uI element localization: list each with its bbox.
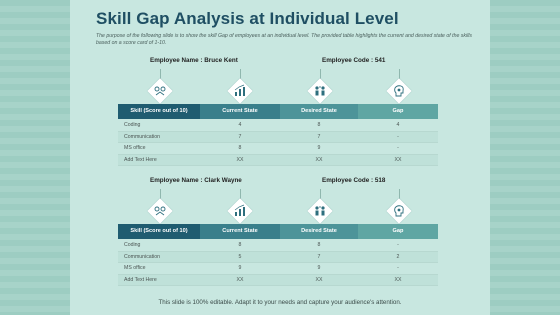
team-goal-icon xyxy=(309,200,331,222)
cell-gap: - xyxy=(397,242,399,248)
cell-current: XX xyxy=(236,156,244,163)
cell-skill: Communication xyxy=(124,253,161,260)
table-row xyxy=(118,252,438,264)
cell-desired: 9 xyxy=(317,145,321,151)
table-row xyxy=(118,263,438,275)
header-desired-state: Desired State xyxy=(280,104,358,119)
table-row xyxy=(118,132,438,144)
bar-chart-icon xyxy=(229,80,251,102)
cell-current: XX xyxy=(236,276,244,283)
footer-note: This slide is 100% editable. Adapt it to your needs and capture your audience's attention. xyxy=(158,299,402,306)
cell-desired: XX xyxy=(315,156,323,163)
cell-skill: MS office xyxy=(124,145,146,151)
employee-code: Employee Code : 541 xyxy=(322,57,386,64)
header-skill: Skill (Score out of 10) xyxy=(118,224,200,239)
employee-name: Employee Name : Bruce Kent xyxy=(150,57,238,64)
cell-gap: - xyxy=(397,265,399,271)
cell-skill: Communication xyxy=(124,133,161,140)
cell-desired: XX xyxy=(315,276,323,283)
table-row xyxy=(118,155,438,167)
cell-gap: 4 xyxy=(396,122,400,128)
cell-current: 8 xyxy=(238,242,242,248)
cell-current: 9 xyxy=(238,265,242,271)
cell-current: 5 xyxy=(238,253,242,260)
cell-desired: 7 xyxy=(317,133,321,140)
cell-skill: Coding xyxy=(124,122,141,128)
table-row xyxy=(118,143,438,155)
cell-gap: - xyxy=(397,145,399,151)
slide-description: The purpose of the following slide is to show the skill Gap of employees at an individual level. The provided table highlights the current and desired state of the skills based on a score card of 1-10. xyxy=(96,33,473,46)
header-current-state: Current State xyxy=(200,224,280,239)
employee-code: Employee Code : 518 xyxy=(322,177,386,184)
employee-info-row xyxy=(118,55,438,67)
head-gear-icon xyxy=(388,80,410,102)
cell-skill: Add Text Here xyxy=(124,276,157,283)
cell-desired: 8 xyxy=(317,242,321,248)
cell-gap: XX xyxy=(394,276,402,283)
cell-current: 4 xyxy=(238,122,242,128)
table-row xyxy=(118,275,438,287)
skills-network-icon xyxy=(149,200,171,222)
header-gap: Gap xyxy=(358,104,438,119)
header-skill: Skill (Score out of 10) xyxy=(118,104,200,119)
cell-desired: 8 xyxy=(317,122,321,128)
table-header xyxy=(118,104,438,119)
cell-desired: 9 xyxy=(317,265,321,271)
cell-skill: Add Text Here xyxy=(124,156,157,163)
cell-current: 7 xyxy=(238,133,242,140)
skills-network-icon xyxy=(149,80,171,102)
slide-title: Skill Gap Analysis at Individual Level xyxy=(96,9,399,28)
cell-skill: Coding xyxy=(124,242,141,248)
header-desired-state: Desired State xyxy=(280,224,358,239)
cell-gap: 2 xyxy=(396,253,400,260)
header-gap: Gap xyxy=(358,224,438,239)
table-row xyxy=(118,240,438,252)
cell-skill: MS office xyxy=(124,265,146,271)
header-current-state: Current State xyxy=(200,104,280,119)
team-goal-icon xyxy=(309,80,331,102)
employee-name: Employee Name : Clark Wayne xyxy=(150,177,242,184)
cell-gap: XX xyxy=(394,156,402,163)
table-header xyxy=(118,224,438,239)
cell-desired: 7 xyxy=(317,253,321,260)
table-row xyxy=(118,120,438,132)
head-gear-icon xyxy=(388,200,410,222)
cell-current: 8 xyxy=(238,145,242,151)
cell-gap: - xyxy=(397,133,399,140)
bar-chart-icon xyxy=(229,200,251,222)
employee-info-row xyxy=(118,175,438,187)
